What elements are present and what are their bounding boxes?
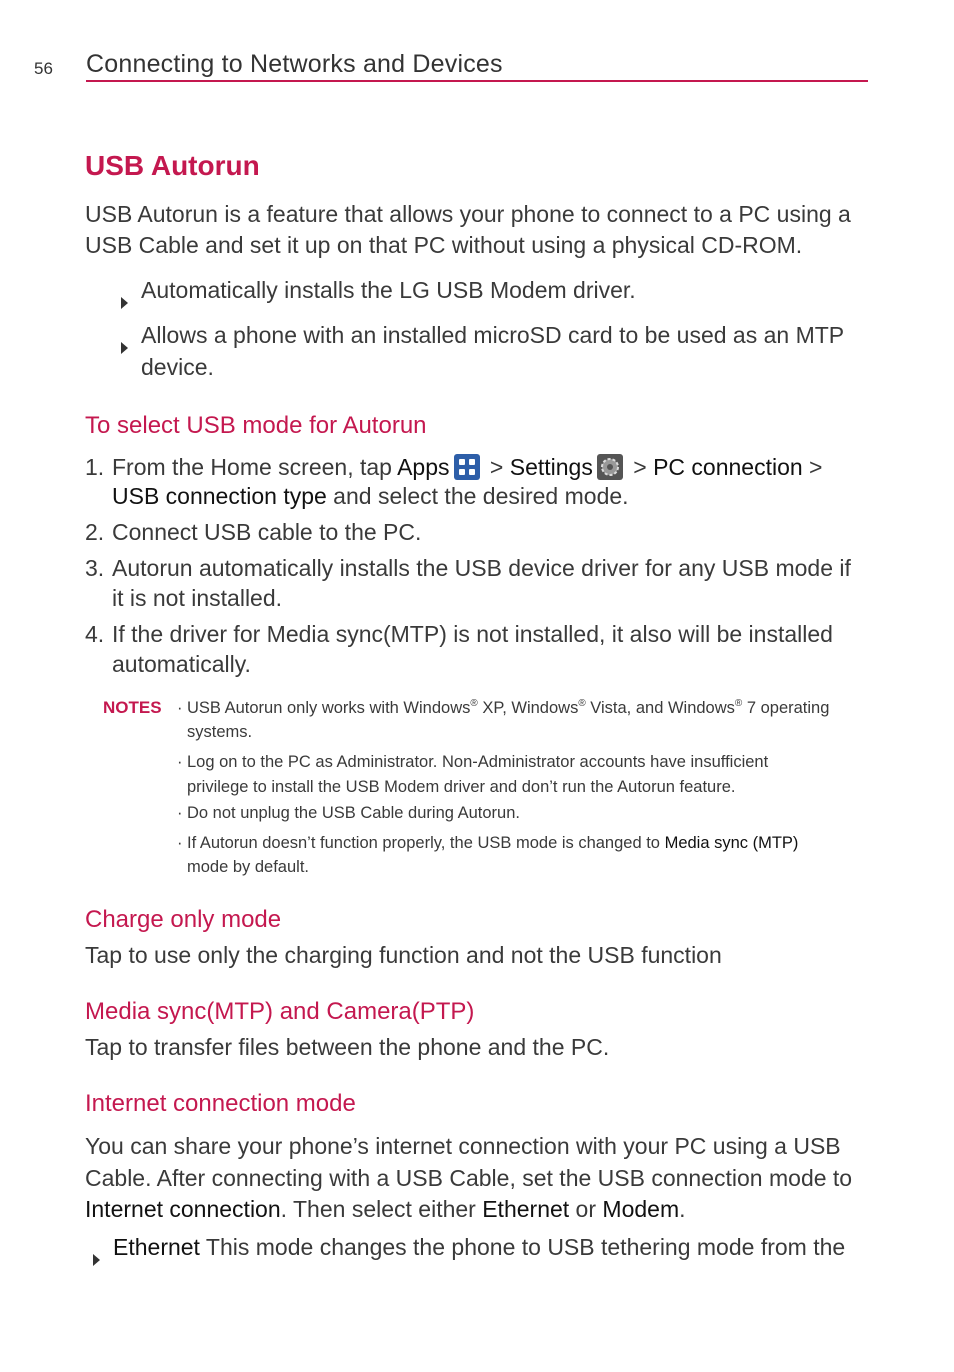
header-divider: [86, 80, 868, 82]
usb-autorun-heading: USB Autorun: [85, 150, 260, 181]
arrow-bullet-icon: [121, 342, 128, 354]
note-4: · If Autorun doesn’t function properly, the USB mode is changed to Media sync (MTP) mode by default.: [177, 834, 799, 876]
usb-connection-type-label: USB connection type: [112, 483, 327, 509]
charge-only-heading: Charge only mode: [85, 906, 282, 933]
internet-text: You can share your phone’s internet connection with your PC using a USB Cable. After connecting with a USB Cable, set the USB connection mode to Internet connection. Then select either Ethernet or Modem.: [85, 1133, 853, 1222]
step-4: 4. If the driver for Media sync(MTP) is not installed, it also will be installed automatically.: [85, 621, 833, 677]
notes-label: NOTES: [103, 698, 162, 717]
media-sync-text: Tap to transfer files between the phone and the PC.: [85, 1034, 610, 1060]
step-3: 3. Autorun automatically installs the USB device driver for any USB mode if it is not installed.: [85, 555, 851, 611]
apps-label: Apps: [397, 454, 450, 480]
note-1: · USB Autorun only works with Windows® XP, Windows® Vista, and Windows® 7 operating systems.: [177, 698, 830, 741]
page-number: 56: [34, 59, 53, 78]
intro-line-1: USB Autorun is a feature that allows your phone to connect to a PC using a: [85, 201, 851, 227]
note-2: · Log on to the PC as Administrator. Non-Administrator accounts have insufficient privilege to install the USB Modem driver and don’t run the Autorun feature.: [177, 753, 769, 796]
arrow-bullet-icon: [121, 297, 128, 309]
section-title: Connecting to Networks and Devices: [86, 50, 503, 78]
arrow-bullet-icon: [93, 1254, 100, 1266]
select-mode-heading: To select USB mode for Autorun: [85, 412, 427, 439]
step-1: 1. From the Home screen, tap Apps > Settings > PC connection > USB connection type and select the desired mode.: [85, 454, 823, 509]
intro-line-2: USB Cable and set it up on that PC without using a physical CD-ROM.: [85, 232, 803, 258]
internet-heading: Internet connection mode: [85, 1090, 356, 1117]
settings-label: Settings: [509, 454, 593, 480]
usb-autorun-intro: [85, 199, 885, 261]
settings-icon: [597, 454, 623, 480]
apps-icon: [454, 454, 480, 480]
media-sync-heading: Media sync(MTP) and Camera(PTP): [85, 998, 475, 1025]
list-item: Allows a phone with an installed microSD card to be used as an MTP device.: [121, 320, 871, 384]
charge-only-text: Tap to use only the charging function and not the USB function: [85, 942, 722, 968]
pc-connection-label: PC connection: [653, 454, 803, 480]
